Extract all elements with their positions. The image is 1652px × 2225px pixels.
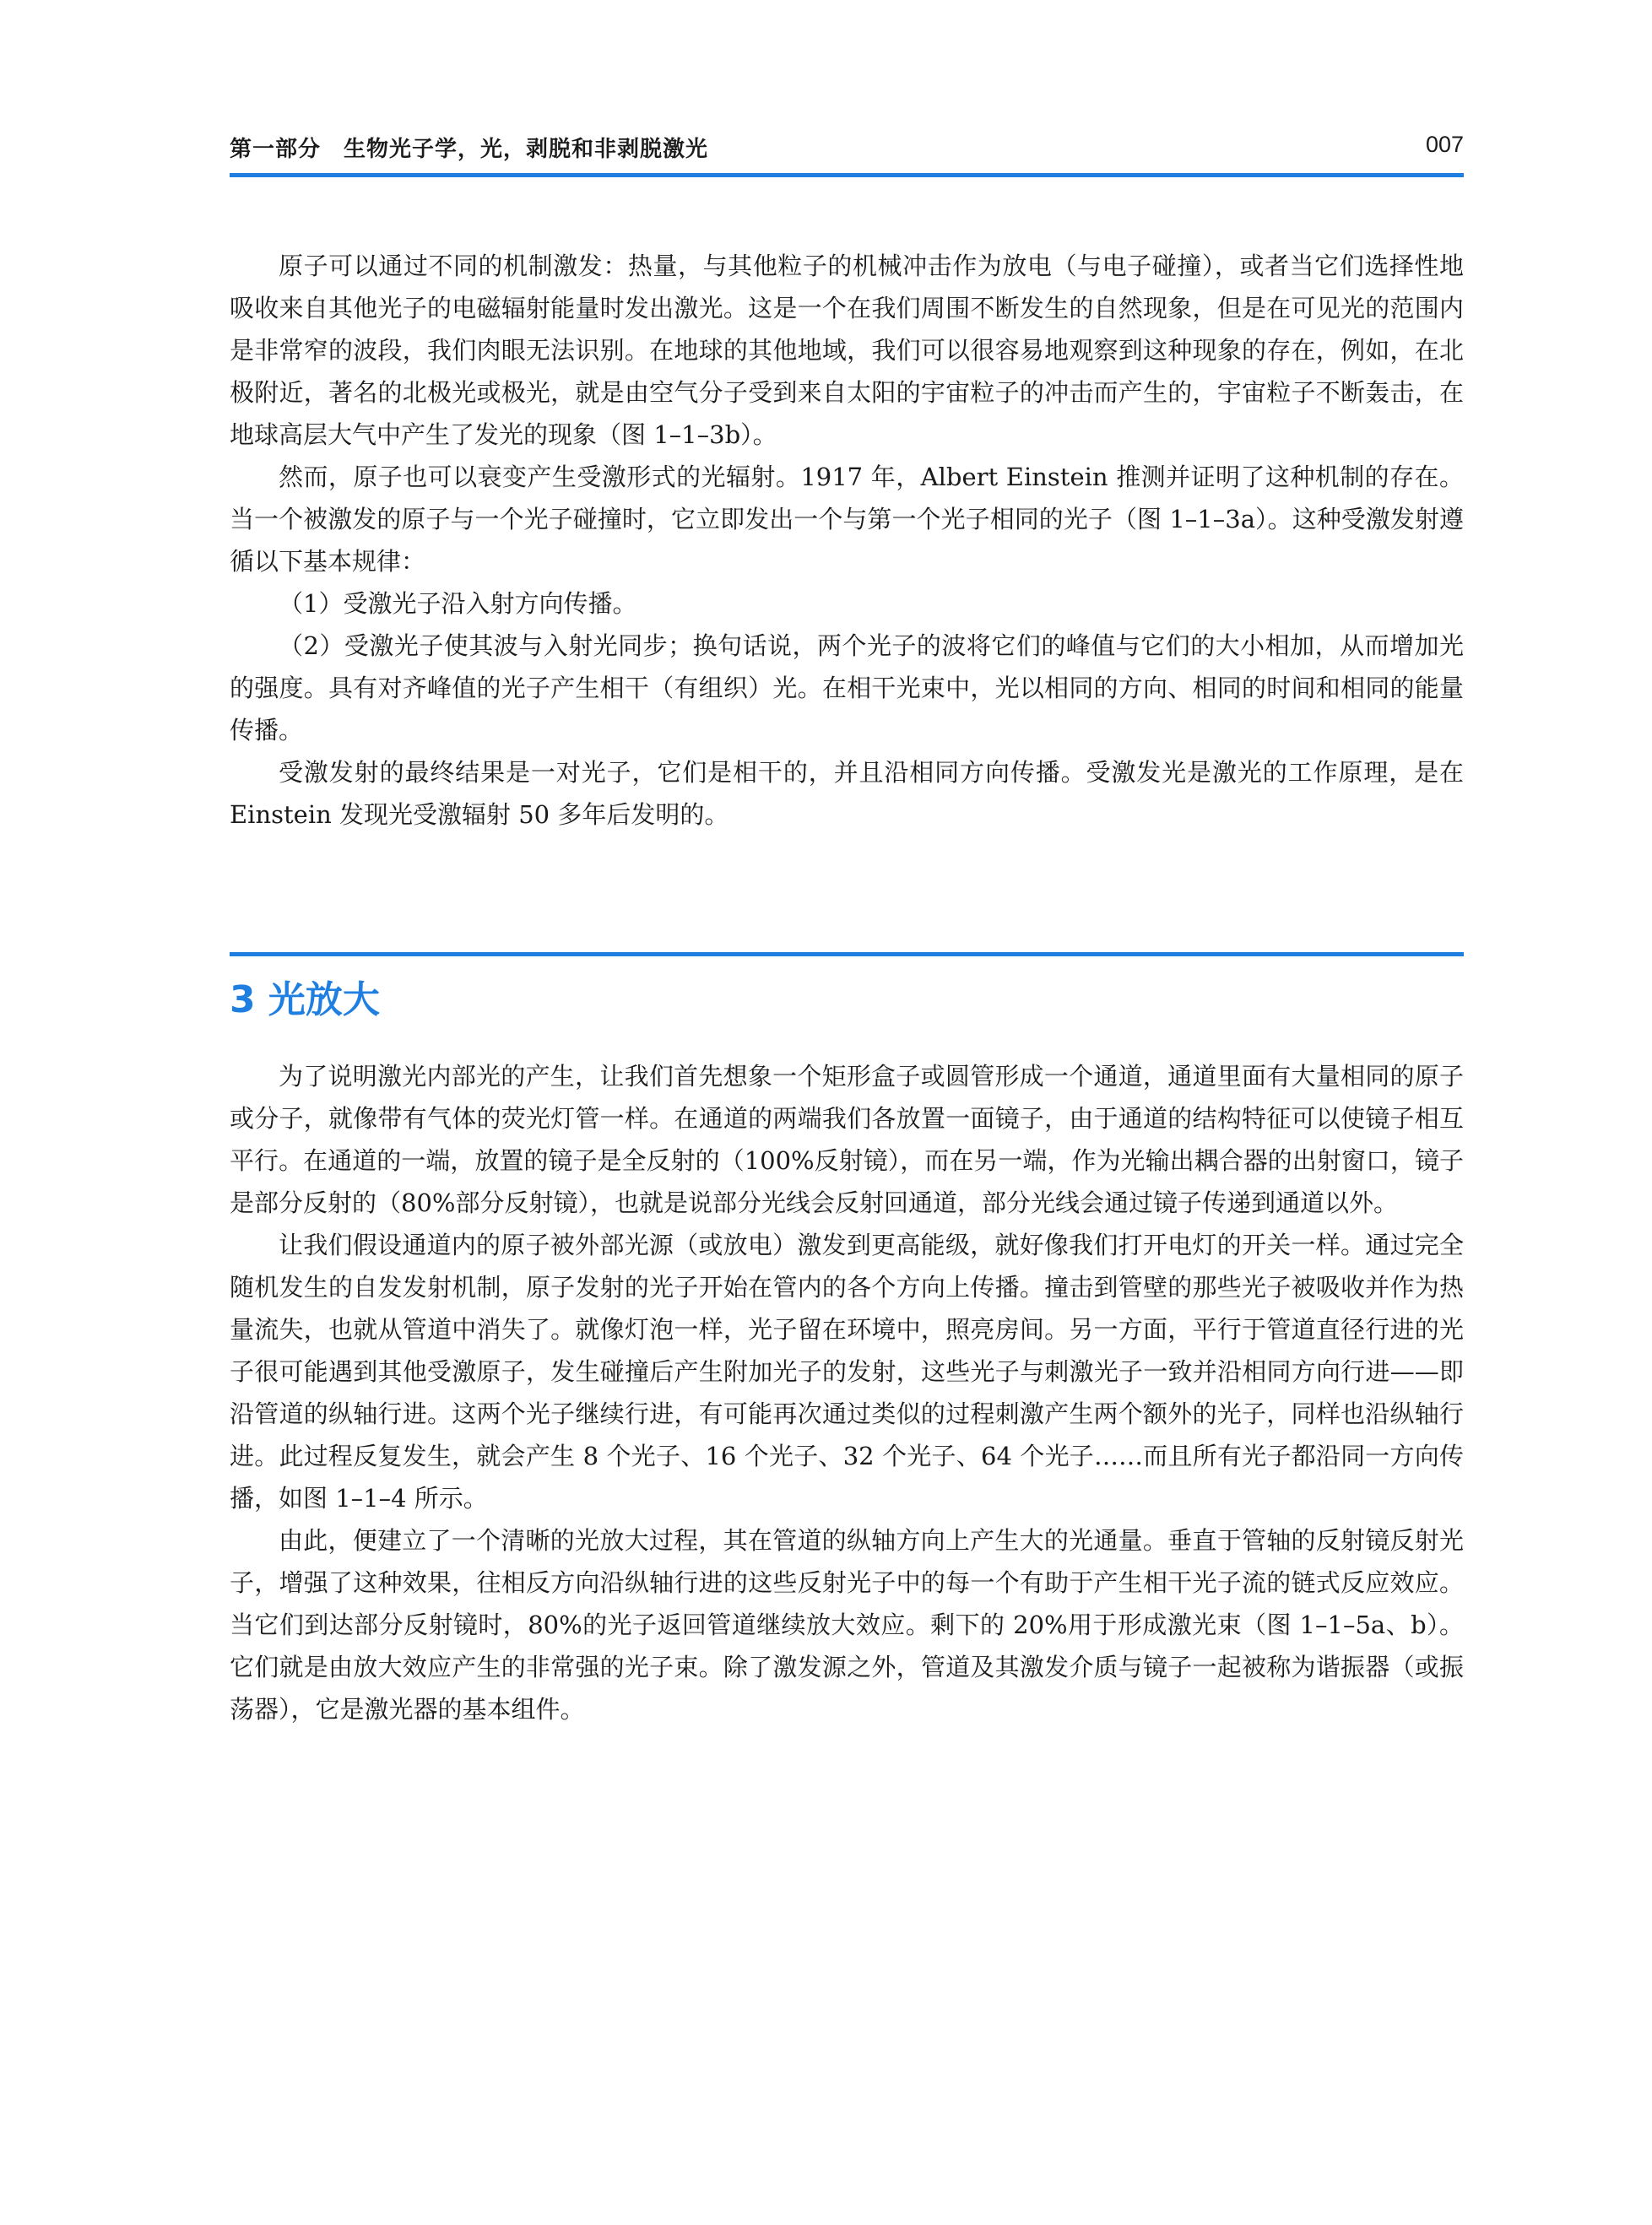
section-divider [230, 952, 1464, 956]
page-number: 007 [1425, 132, 1464, 157]
paragraph: 让我们假设通道内的原子被外部光源（或放电）激发到更高能级，就好像我们打开电灯的开关一样。通过完全随机发生的自发发射机制，原子发射的光子开始在管内的各个方向上传播。撞击到管壁的那些光子被吸收并作为热量流失，也就从管道中消失了。就像灯泡一样，光子留在环境中，照亮房间。另一方面，平行于管道直径行进的光子很可能遇到其他受激原子，发生碰撞后产生附加光子的发射，这些光子与刺激光子一致并沿相同方向行进——即沿管道的纵轴行进。这两个光子继续行进，有可能再次通过类似的过程刺激产生两个额外的光子，同样也沿纵轴行进。此过程反复发生，就会产生 8 个光子、16 个光子、32 个光子、64 个光子……而且所有光子都沿同一方向传播，如图 1–1–4 所示。 [230, 1231, 1464, 1513]
paragraph: 原子可以通过不同的机制激发：热量，与其他粒子的机械冲击作为放电（与电子碰撞），或者当它们选择性地吸收来自其他光子的电磁辐射能量时发出激光。这是一个在我们周围不断发生的自然现象，但是在可见光的范围内是非常窄的波段，我们肉眼无法识别。在地球的其他地域，我们可以很容易地观察到这种现象的存在，例如，在北极附近，著名的北极光或极光，就是由空气分子受到来自太阳的宇宙粒子的冲击而产生的，宇宙粒子不断轰击，在地球高层大气中产生了发光的现象（图 1–1–3b）。 [230, 252, 1464, 449]
header-divider [230, 173, 1464, 177]
section-heading: 3 光放大 [230, 978, 380, 1021]
list-item: （2）受激光子使其波与入射光同步；换句话说，两个光子的波将它们的峰值与它们的大小相加，从而增加光的强度。具有对齐峰值的光子产生相干（有组织）光。在相干光束中，光以相同的方向、相同的时间和相同的能量传播。 [230, 631, 1464, 744]
section-light-amplification [230, 1055, 1464, 1730]
paragraph: 然而，原子也可以衰变产生受激形式的光辐射。1917 年，Albert Einstein 推测并证明了这种机制的存在。 当一个被激发的原子与一个光子碰撞时，它立即发出一个与第一个光子相同的光子（图 1–1–3a）。这种受激发射遵循以下基本规律： [230, 463, 1464, 576]
running-header [230, 127, 1464, 169]
paragraph: 由此，便建立了一个清晰的光放大过程，其在管道的纵轴方向上产生大的光通量。垂直于管轴的反射镜反射光子，增强了这种效果，往相反方向沿纵轴行进的这些反射光子中的每一个有助于产生相干光子流的链式反应效应。当它们到达部分反射镜时，80%的光子返回管道继续放大效应。剩下的 20%用于形成激光束（图 1–1–5a、b）。它们就是由放大效应产生的非常强的光子束。除了激发源之外，管道及其激发介质与镜子一起被称为谐振器（或振荡器），它是激光器的基本组件。 [230, 1526, 1464, 1724]
paragraph: 受激发射的最终结果是一对光子，它们是相干的，并且沿相同方向传播。受激发光是激光的工作原理，是在 Einstein 发现光受激辐射 50 多年后发明的。 [230, 758, 1464, 829]
paragraph: 为了说明激光内部光的产生，让我们首先想象一个矩形盒子或圆管形成一个通道，通道里面有大量相同的原子或分子，就像带有气体的荧光灯管一样。在通道的两端我们各放置一面镜子，由于通道的结构特征可以使镜子相互平行。在通道的一端，放置的镜子是全反射的（100%反射镜），而在另一端，作为光输出耦合器的出射窗口，镜子是部分反射的（80%部分反射镜），也就是说部分光线会反射回通道，部分光线会通过镜子传递到通道以外。 [230, 1062, 1464, 1217]
list-item: （1）受激光子沿入射方向传播。 [279, 589, 637, 618]
running-header-title: 第一部分 生物光子学，光，剥脱和非剥脱激光 [230, 137, 709, 162]
section-stimulated-emission [230, 245, 1464, 836]
